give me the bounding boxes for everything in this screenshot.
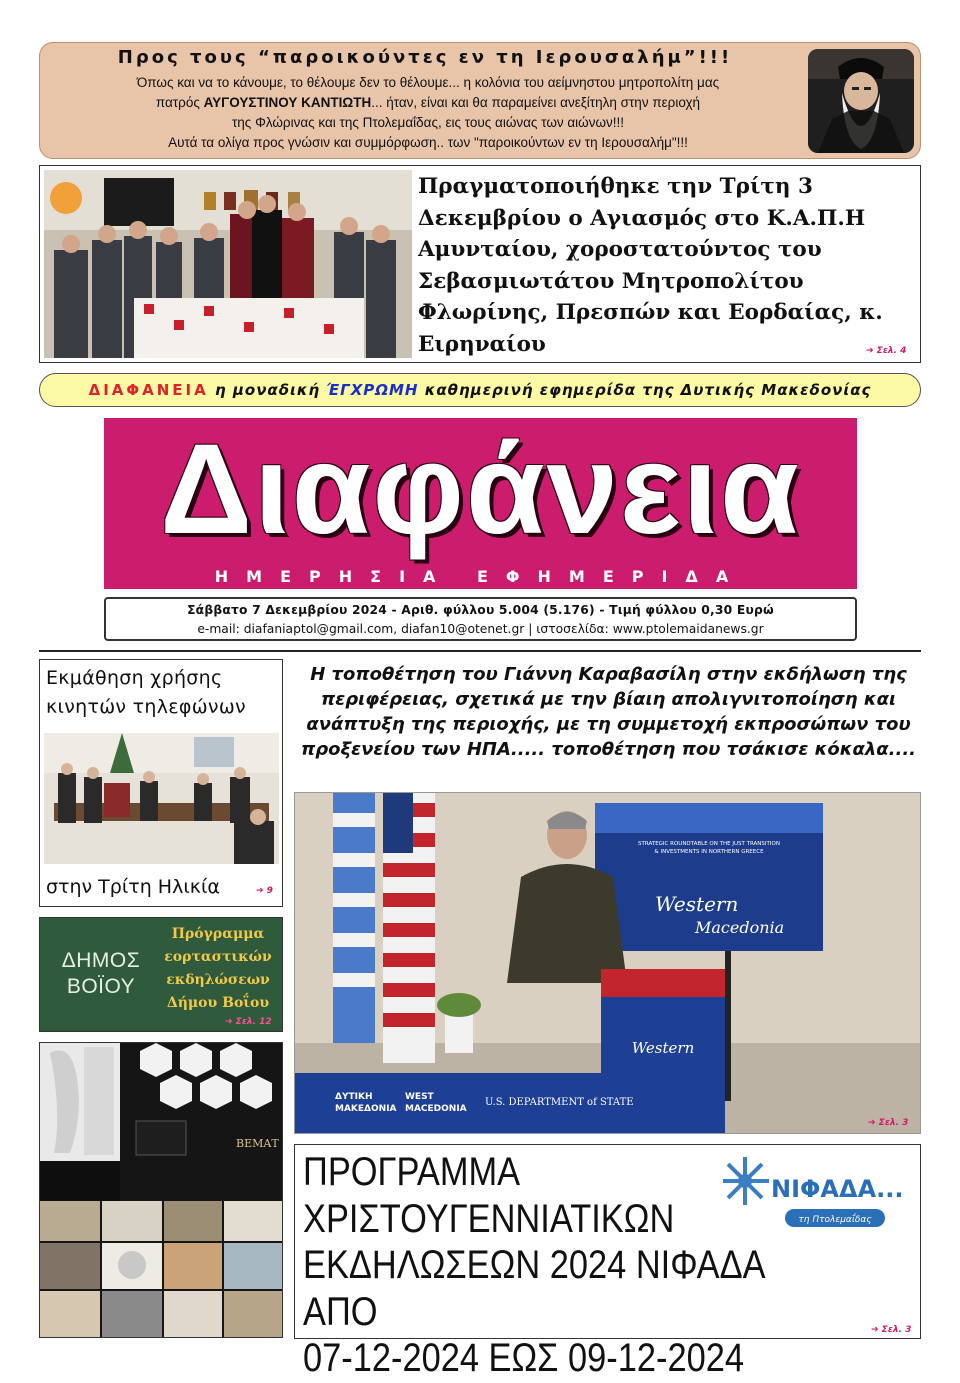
screen-script-2: Macedonia [695,918,785,937]
slogan-part2: καθημερινή εφημερίδα της Δυτικής Μακεδονίας [418,381,872,399]
podium-left-1: ΔΥΤΙΚΗ [335,1092,373,1102]
phones-caption: στην Τρίτη Ηλικία [46,876,220,898]
nifada-line4: 07-12-2024 ΕΩΣ 09-12-2024 [303,1336,744,1380]
masthead [104,418,857,589]
nifada-page-ref[interactable]: ➔ Σελ. 3 [871,1325,912,1335]
divider [39,650,921,652]
top-banner-line4: Αυτά τα ολίγα προς γνώσιν και συμμόρφωση.. των "παροικούντων εν τη Ιερουσαλήμ"!!! [168,135,688,150]
bemat-advertisement [39,1042,283,1338]
phones-photo [44,733,279,864]
nifada-program-box [294,1144,921,1380]
agiasmos-page-ref[interactable]: ➔ Σελ. 4 [866,346,907,356]
podium-left-2: ΜΑΚΕΔΟΝΙΑ [335,1104,397,1114]
agiasmos-headline: Πραγματοποιήθηκε την Τρίτη 3 Δεκεμβρίου ο Αγιασμός στο Κ.Α.Π.Η Αμυνταίου, χοροστατούντος του Σεβασμιωτάτου Μητροπολίτου Φλωρίνης, Πρεσπών και Εορδαίας, κ. Ειρηναίου [418,174,883,357]
voio-logo-line1: ΔΗΜΟΣ [61,949,141,972]
agiasmos-photo [44,170,412,358]
voio-text-line3: εκδηλώσεων [166,972,270,988]
voio-text-line1: Πρόγραμμα [171,926,265,942]
nifada-logo-title: ΝΙΦΑΔΑ... [771,1175,903,1203]
screen-text-2: & INVESTMENTS IN NORTHERN GREECE [654,849,764,855]
dateline-box [104,597,857,641]
top-banner-line2-pre: πατρός [155,95,204,110]
karavasilis-photo [294,792,921,1134]
top-banner-text [46,73,810,153]
voio-text-line2: εορταστικών [164,949,272,965]
top-banner-line1: Όπως και να το κάνουμε, το θέλουμε δεν το θέλουμε... η κολόνια του αείμνηστου μητροπολίτη μας [136,75,720,90]
podium-script: Western [631,1039,695,1057]
screen-script-1: Western [655,892,739,916]
podium-mid-1: WEST [405,1092,434,1102]
voio-logo [46,948,156,1000]
masthead-subtitle: ΗΜΕΡΗΣΙΑ ΕΦΗΜΕΡΙΔΑ [214,567,747,586]
voio-text-line4: Δήμου Βοΐου [166,995,270,1011]
podium-right: U.S. DEPARTMENT of STATE [485,1097,634,1108]
voio-text [156,923,280,1015]
nifada-line2: ΧΡΙΣΤΟΥΓΕΝΝΙΑΤΙΚΩΝ [303,1196,675,1241]
top-banner [39,42,921,159]
phones-title-line2: κινητών τηλεφώνων [46,696,246,718]
top-banner-line2-post: ... ήταν, είναι και θα παραμείνει ανεξίτηλη στην περιοχή [371,95,701,110]
nifada-logo [723,1151,903,1237]
voio-logo-line2: ΒΟΪΟΥ [66,975,136,998]
story-agiasmos [39,165,921,363]
nifada-line3: ΕΚΔΗΛΩΣΕΩΝ 2024 ΝΙΦΑΔΑ ΑΠΟ [303,1243,764,1334]
slogan-part1: η μοναδική [208,381,327,399]
karavasilis-headline: Η τοποθέτηση του Γιάννη Καραβασίλη στην εκδήλωση της περιφέρειας, σχετικά με την βίαιη απολιγνιτοποίηση και ανάπτυξη της περιοχής, με τη συμμετοχή εκπροσώπων του προξενείου των ΗΠΑ..... τοποθέτηση που τσάκισε κόκαλα.... [300,664,917,760]
karavasilis-page-ref[interactable]: ➔ Σελ. 3 [868,1118,909,1128]
bishop-portrait-photo [808,49,914,153]
phones-page-ref[interactable]: ➔ 9 [256,886,273,896]
top-banner-title: Προς τους “παροικούντες εν τη Ιερουσαλήμ”!!! [117,47,733,68]
contact-info: e-mail: diafaniaptol@gmail.com, diafan10@otenet.gr | ιστοσελίδα: www.ptolemaidanews.gr [197,622,764,636]
nifada-logo-sub: τη Πτολεμαΐδας [798,1215,872,1225]
top-banner-line3: της Φλώρινας και της Πτολεμαΐδας, εις τους αιώνας των αιώνων!!! [231,115,625,130]
story-phones [39,659,283,907]
issue-info: Σάββατο 7 Δεκεμβρίου 2024 - Αριθ. φύλλου 5.004 (5.176) - Τιμή φύλλου 0,30 Ευρώ [187,603,774,617]
phones-title-line1: Εκμάθηση χρήσης [46,667,223,689]
slogan-bar [39,373,921,407]
masthead-title: Διαφάνεια [160,418,801,561]
nifada-line1: ΠΡΟΓΡΑΜΜΑ [303,1150,521,1194]
phones-title [46,664,282,722]
voio-program-box [39,917,283,1032]
top-banner-line2-bold: ΑΥΓΟΥΣΤΙΝΟΥ ΚΑΝΤΙΩΤΗ [203,95,372,110]
snowflake-icon [723,1157,769,1205]
bemat-brand: ΒΕΜΑΤ [236,1137,279,1150]
slogan-highlight: ΈΓΧΡΩΜΗ [326,381,419,399]
screen-text-1: STRATEGIC ROUNDTABLE ON THE JUST TRANSITION [638,841,780,847]
voio-page-ref[interactable]: ➔ Σελ. 12 [225,1017,272,1027]
slogan-brand: ΔΙΑΦΑΝΕΙΑ [88,381,209,399]
top-banner-line2 [46,93,810,113]
podium-mid-2: MACEDONIA [405,1104,467,1114]
